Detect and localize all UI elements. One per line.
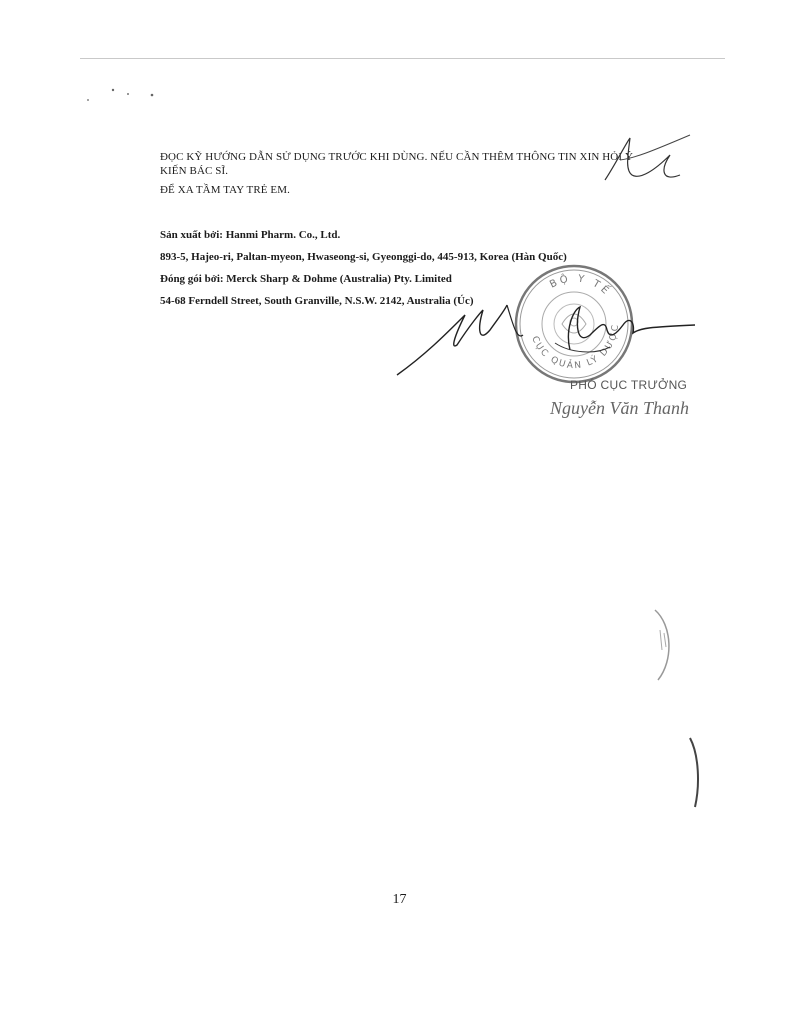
top-scan-rule bbox=[80, 58, 725, 59]
initial-mark bbox=[600, 130, 695, 190]
svg-text:BỘ Y TẾ: BỘ Y TẾ bbox=[548, 273, 613, 299]
edge-scan-mark bbox=[685, 735, 705, 810]
warning-line-3: ĐỂ XA TẦM TAY TRẺ EM. bbox=[160, 184, 290, 196]
warning-line-1: ĐỌC KỸ HƯỚNG DẪN SỬ DỤNG TRƯỚC KHI DÙNG. NẾU CẦN THÊM THÔNG TIN XIN HỎI Ý bbox=[160, 151, 633, 163]
packager-line: Đóng gói bởi: Merck Sharp & Dohme (Australia) Pty. Limited bbox=[160, 273, 452, 285]
scan-specks bbox=[85, 85, 165, 105]
svg-text:CỤC QUẢN LÝ DƯỢC: CỤC QUẢN LÝ DƯỢC bbox=[529, 322, 622, 372]
deputy-director-title: PHÓ CỤC TRƯỞNG bbox=[570, 378, 688, 392]
warning-line-2: KIẾN BÁC SĨ. bbox=[160, 165, 229, 177]
deputy-director-name: Nguyễn Văn Thanh bbox=[550, 398, 689, 418]
handwritten-signature bbox=[395, 295, 695, 380]
packager-address: 54-68 Ferndell Street, South Granville, N.S.W. 2142, Australia (Úc) bbox=[160, 295, 474, 307]
manufacturer-address: 893-5, Hajeo-ri, Paltan-myeon, Hwaseong-si, Gyeonggi-do, 445-913, Korea (Hàn Quốc) bbox=[160, 251, 567, 263]
page-number: 17 bbox=[392, 892, 407, 907]
stamp-fragment bbox=[650, 605, 680, 685]
manufacturer-line: Sản xuất bởi: Hanmi Pharm. Co., Ltd. bbox=[160, 229, 341, 241]
